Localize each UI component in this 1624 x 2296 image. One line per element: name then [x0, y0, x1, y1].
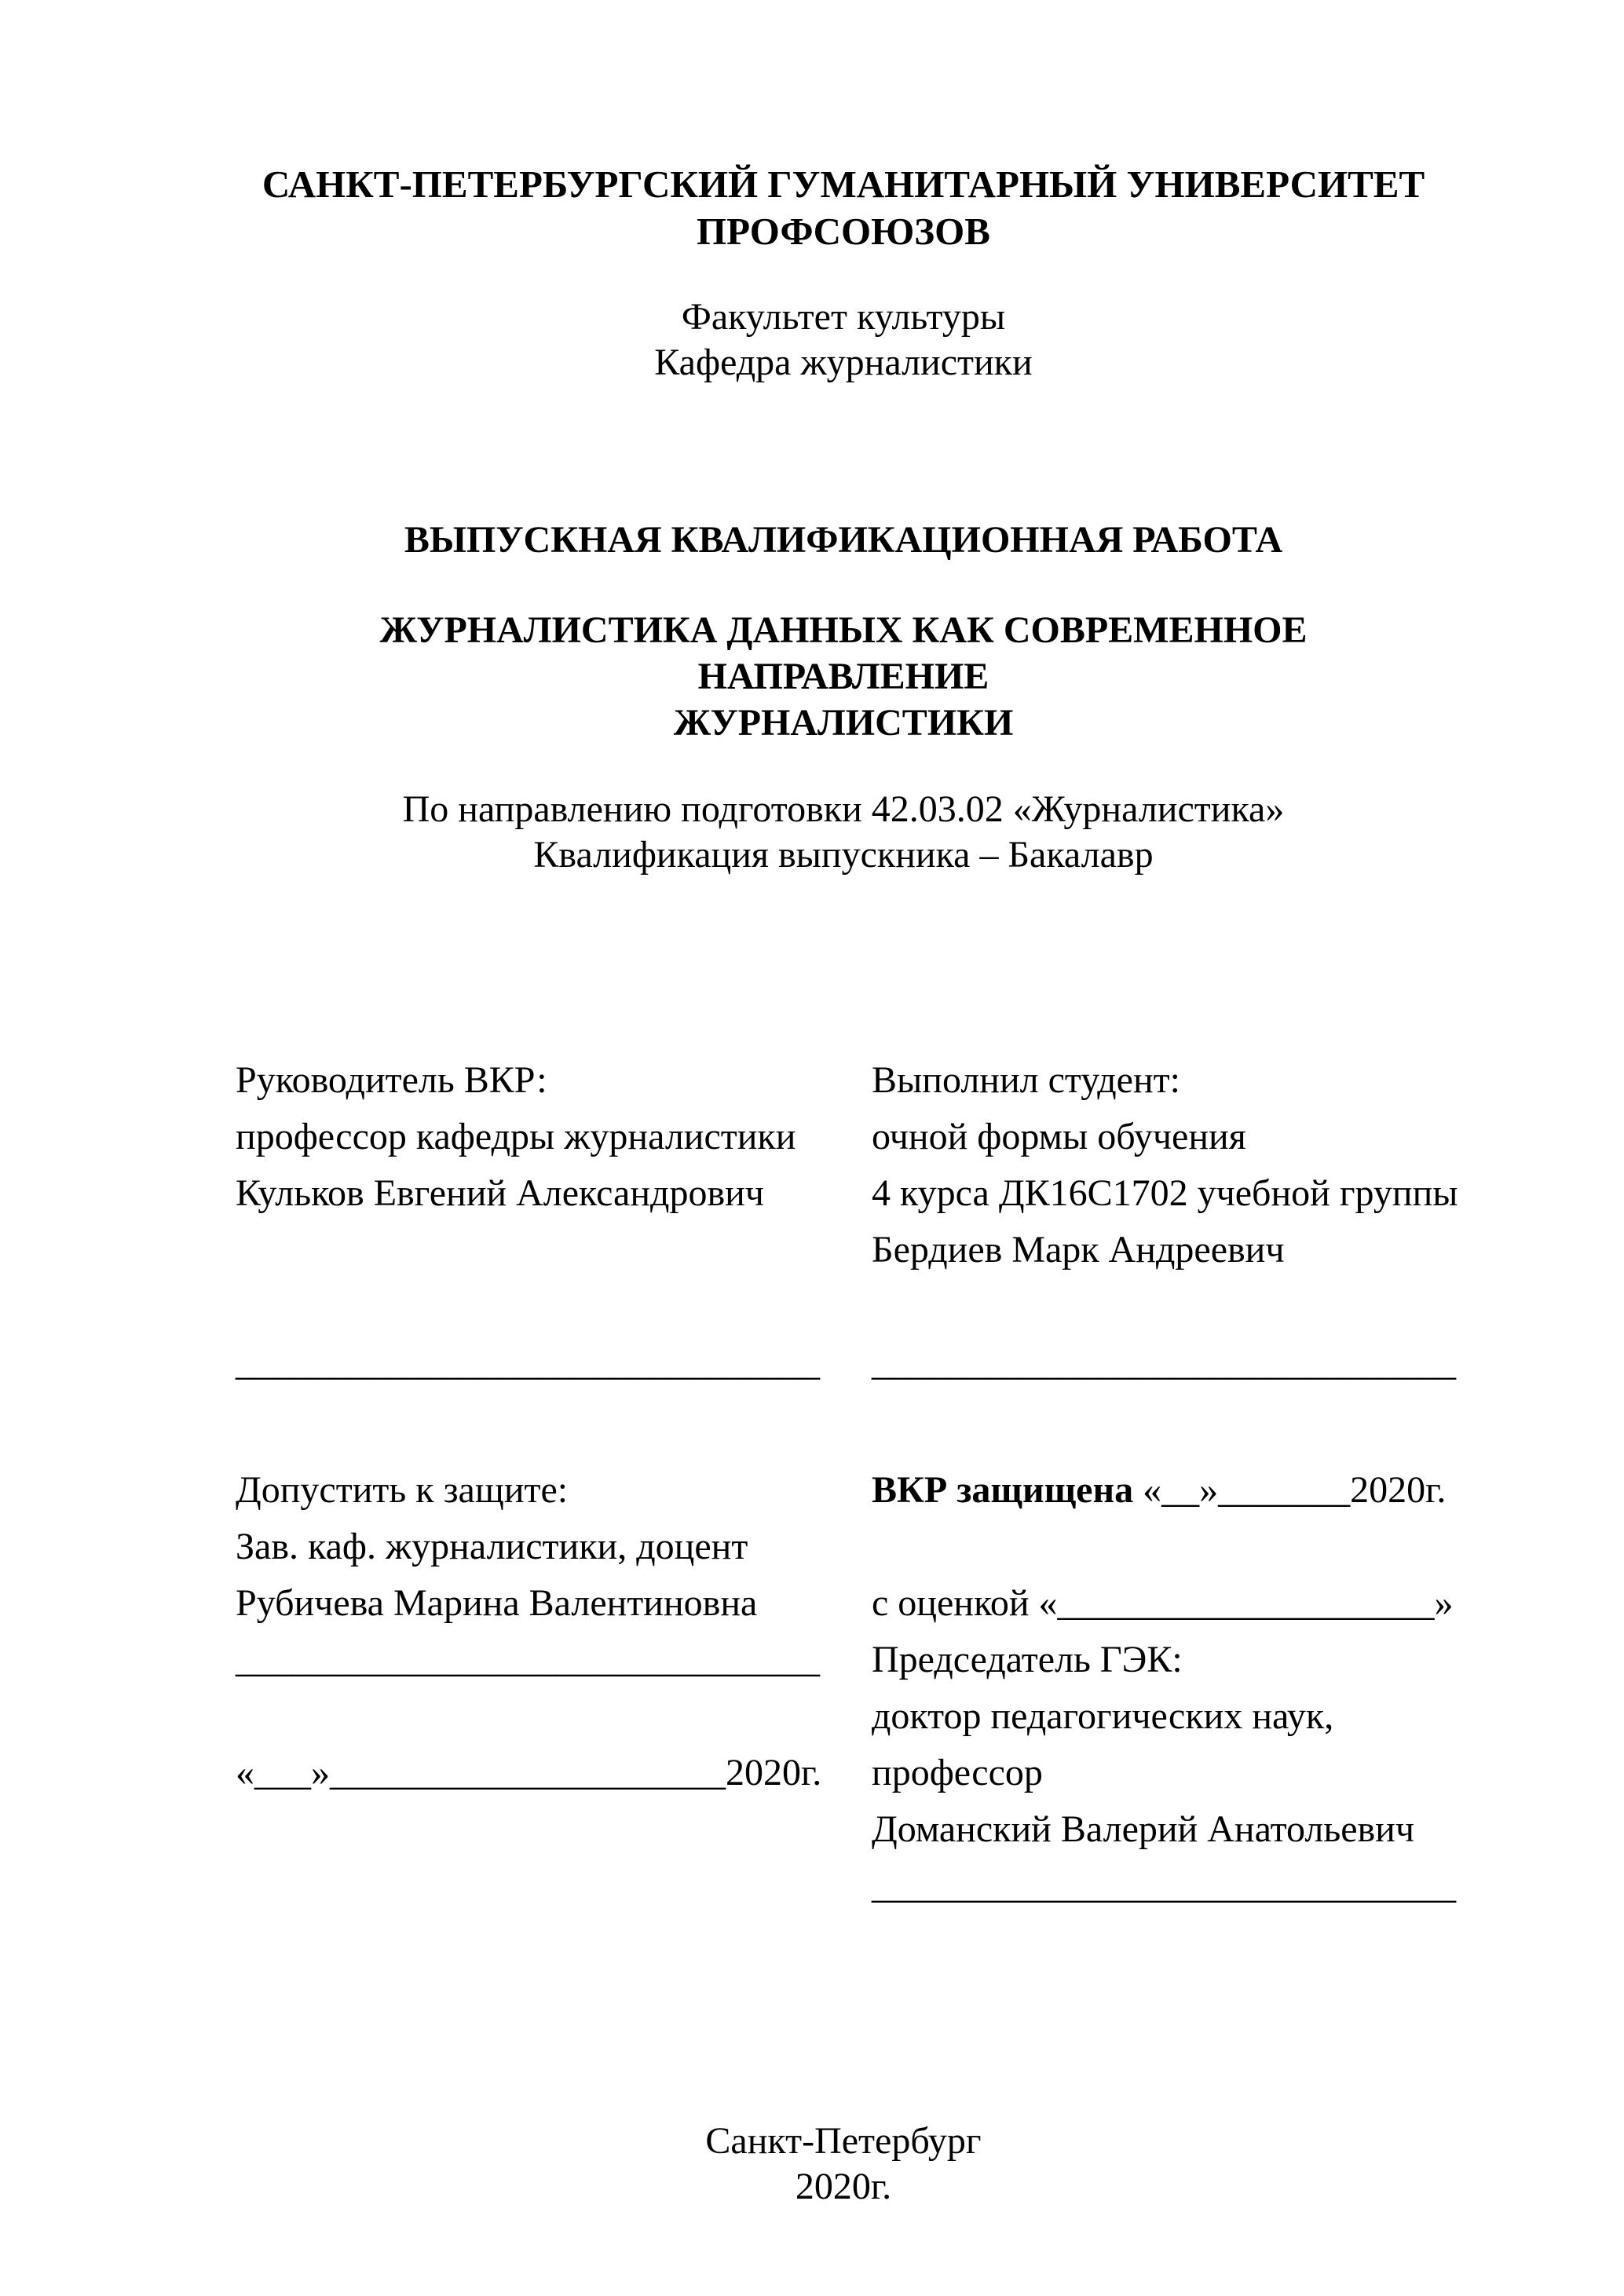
work-type-heading: ВЫПУСКНАЯ КВАЛИФИКАЦИОННАЯ РАБОТА: [404, 519, 1283, 561]
thesis-title: [236, 607, 1451, 746]
university-name: [236, 161, 1451, 255]
spacer-line: [236, 1278, 872, 1335]
spacer-line: [872, 1519, 1456, 1575]
footer-city: Санкт-Петербург: [705, 2120, 982, 2162]
spacer-line: [872, 1278, 1458, 1335]
university-name-line1: САНКТ-ПЕТЕРБУРГСКИЙ ГУМАНИТАРНЫЙ УНИВЕРСИТЕТ: [262, 163, 1425, 206]
supervisor-signature-line: _______________________________: [236, 1342, 820, 1384]
defense-grade-line: с оценкой «____________________»: [872, 1582, 1454, 1624]
university-name-line2: ПРОФСОЮЗОВ: [697, 210, 990, 253]
admission-date-line: «___»_____________________2020г.: [236, 1752, 822, 1793]
chairman-signature-line: _______________________________: [872, 1865, 1456, 1907]
supervisor-column: [236, 1052, 872, 1391]
department-name: Кафедра журналистики: [654, 342, 1033, 383]
student-name: Бердиев Марк Андреевич: [872, 1229, 1285, 1270]
chairman-label: Председатель ГЭК:: [872, 1639, 1183, 1680]
defense-defended-label: ВКР защищена: [872, 1469, 1134, 1511]
admission-head-name: Рубичева Марина Валентиновна: [236, 1582, 758, 1624]
program-direction: По направлению подготовки 42.03.02 «Журналистика»: [402, 788, 1285, 830]
admission-defense-section: [236, 1462, 1456, 1914]
chairman-degree: доктор педагогических наук,: [872, 1695, 1334, 1737]
admission-column: [236, 1462, 872, 1914]
spacer-line: [236, 1688, 872, 1745]
qualification: Квалификация выпускника – Бакалавр: [533, 834, 1154, 876]
admission-head-position: Зав. каф. журналистики, доцент: [236, 1526, 748, 1567]
supervisor-name: Кульков Евгений Александрович: [236, 1172, 764, 1214]
program-block: [236, 787, 1451, 878]
chairman-name: Доманский Валерий Анатольевич: [872, 1808, 1415, 1850]
student-label: Выполнил студент:: [872, 1059, 1180, 1101]
thesis-title-line1: ЖУРНАЛИСТИКА ДАННЫХ КАК СОВРЕМЕННОЕ НАПРАВЛЕНИЕ: [379, 609, 1308, 697]
supervisor-label: Руководитель ВКР:: [236, 1059, 547, 1101]
student-study-form: очной формы обучения: [872, 1116, 1246, 1157]
admission-label: Допустить к защите:: [236, 1469, 569, 1511]
student-column: [872, 1052, 1458, 1391]
thesis-title-line2: ЖУРНАЛИСТИКИ: [673, 702, 1014, 744]
faculty-name: Факультет культуры: [681, 296, 1006, 338]
spacer-line: [236, 1222, 872, 1278]
defense-column: [872, 1462, 1456, 1914]
faculty-department-block: [236, 294, 1451, 386]
student-group: 4 курса ДК16С1702 учебной группы: [872, 1172, 1458, 1214]
chairman-rank: профессор: [872, 1752, 1043, 1793]
student-signature-line: _______________________________: [872, 1342, 1456, 1384]
supervisor-position: профессор кафедры журналистики: [236, 1116, 796, 1157]
supervisor-student-section: [236, 1052, 1458, 1391]
defense-defended-date: «__»_______2020г.: [1133, 1469, 1447, 1511]
admission-signature-line: _______________________________: [236, 1639, 820, 1680]
footer-year: 2020г.: [795, 2166, 892, 2207]
defense-date-line: [872, 1462, 1456, 1519]
footer: [236, 2119, 1451, 2210]
